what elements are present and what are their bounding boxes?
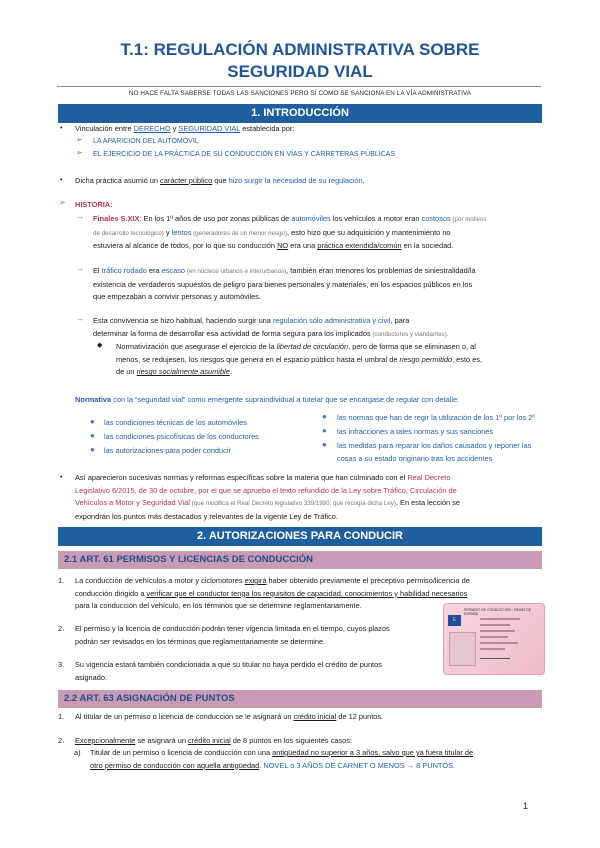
intro-paragraph-2: Dicha práctica asumió un carácter público que hizo surgir la necesidad de su regulación. (75, 176, 365, 185)
normativa-left-3: las autorizaciones para poder conducir (104, 446, 231, 455)
historia-detail: Normativización que asegurase el ejercicio de la libertad de circulación, pero de forma que se eliminasen o, al menos, se redujesen, los riesgos que genera en el espacio público hasta el umbral de riesgo permitido, esto es, de un riesgo socialmente asumible. (116, 342, 483, 377)
art61-number-3: 3. (58, 660, 65, 669)
bullet: • (60, 177, 63, 184)
document-title-line1: T.1: REGULACIÓN ADMINISTRATIVA SOBRE (120, 40, 480, 59)
bullet: • (60, 125, 63, 132)
bullet: ● (90, 431, 95, 440)
license-photo (449, 632, 476, 666)
license-text-line (480, 648, 505, 650)
license-text-line (480, 630, 515, 632)
license-text-line (480, 624, 510, 626)
historia-heading: HISTORIA: (75, 200, 113, 209)
arrow-icon: ➢ (59, 198, 66, 207)
historia-paragraph-1: Finales S.XIX: En los 1º años de uso por zonas públicas de automóviles los vehículos a motor eran costosos (por motivos de desarrollo tecnológico) y lentos (generadores de un menor riesgo), esto hizo que su adquisición y mantenimiento no estuviera al alcance de todos, por lo que su conducción NO era una práctica extendida/común en la sociedad. (93, 214, 487, 251)
license-text-line (480, 636, 508, 638)
arrow-icon: ➢ (76, 135, 83, 144)
arrow-right-icon: → (76, 264, 84, 273)
section-introduccion: 1. INTRODUCCIÓN (58, 104, 542, 123)
section-autorizaciones: 2. AUTORIZACIONES PARA CONDUCIR (58, 527, 542, 546)
bullet: ● (90, 445, 95, 454)
arrow-right-icon: → (76, 314, 84, 323)
art63-item-1: Al titular de un permiso o licencia de conducción se le asignará un crédito inicial de 12 puntos. (75, 712, 384, 721)
art61-number-2: 2. (58, 624, 65, 633)
intro-paragraph-1: Vinculación entre DERECHO y SEGURIDAD VIAL establecida por: (75, 124, 295, 133)
license-text-line (480, 618, 520, 620)
historia-paragraph-2: El tráfico rodado era escaso (en núcleos urbanos e interurbanos), también eran menores los problemas de siniestralidad/la existencia de verdaderos supuestos de peligro para bienes personales y materiales, en los espacios públicos en los que empezaban a convivir personas y automóviles. (93, 266, 476, 302)
document-title-line2: SEGURIDAD VIAL (227, 62, 373, 81)
arrow-right-icon: → (76, 212, 84, 221)
subsection-art63: 2.2 ART. 63 ASIGNACIÓN DE PUNTOS (58, 690, 542, 708)
driving-license-image (443, 603, 545, 675)
normativa-right-1: las normas que han de regir la utilización de los 1º por los 2º (337, 413, 536, 422)
art61-number-1: 1. (58, 576, 65, 585)
normativa-heading: Normativa con la “seguridad vial” como emergente supraindividual a tutelar que se encargase de regular con detalle: (75, 395, 460, 404)
subsection-art61: 2.1 ART. 61 PERMISOS Y LICENCIAS DE CONDUCCIÓN (58, 551, 542, 569)
historia-paragraph-3: Esta convivencia se hizo habitual, haciendo surgir una regulación sólo administrativa y civil, para determinar la forma de desarrollar esa actividad de forma segura para los implicados (conductores y viandantes). (93, 316, 449, 338)
bullet: ● (322, 426, 327, 435)
normativa-left-1: las condiciones técnicas de los automóviles (104, 418, 247, 427)
normativa-right-3: las medidas para reparar los daños causados y reponer las cosas a su estado originario tras los accidentes (337, 441, 532, 463)
art63-item-2: Excepcionalmente se asignará un crédito inicial de 8 puntos en los siguientes casos: (75, 736, 352, 745)
normativa-left-2: las condiciones psicofísicas de los conductores (104, 432, 259, 441)
bullet: ● (90, 417, 95, 426)
art61-item-2: El permiso y la licencia de conducción podrán tener vigencia limitada en el tiempo, cuyos plazos podrán ser revisados en los términos que reglamentariamente se determine. (75, 624, 390, 646)
exam-note: NO HACE FALTA SABERSE TODAS LAS SANCIONES PERO SÍ COMO SE SANCIONA EN LA VÍA ADMINISTRATIVA (128, 90, 472, 97)
art63-item-a: Titular de un permiso o licencia de conducción con una antigüedad no superior a 3 años, salvo que ya fuera titular de otro permiso de conducción con aquella antigüedad. NOVEL o 3 AÑOS DE CARNET O MENOS → 8 PUNTOS. (90, 748, 474, 770)
title-divider (57, 86, 541, 87)
art61-item-1: La conducción de vehículos a motor y ciclomotores exigirá haber obtenido previamente el preceptivo permiso/licencia de conducción dirigido a verificar que el conductor tenga los requisitos de capacidad, conocimientos y habilidad necesarios para la conducción del vehículo, en los términos que se determine reglamentariamente. (75, 576, 470, 611)
intro-item-2: EL EJERCICIO DE LA PRÁCTICA DE SU CONDUCCIÓN EN VÍAS Y CARRETERAS PÚBLICAS (93, 151, 396, 158)
bullet: ● (322, 440, 327, 449)
art63-letter-a: a) (74, 748, 81, 757)
art63-number-1: 1. (58, 712, 65, 721)
bullet: ● (322, 412, 327, 421)
real-decreto-paragraph: Así aparecieron sucesivas normas y reformas específicas sobre la materia que han culminado con el Real Decreto Legislativo 6/2015, de 30 de octubre, por el que se aprueba el texto refundido de la Ley sobre Tráfico, Circulación de Vehículos a Motor y Seguridad Vial (que modifica el Real Decreto legislativo 339/1990, que recogía dicha Ley). En esta lección se expondrán los puntos más destacados y relevantes de la vigente Ley de Tráfico. (75, 473, 461, 521)
intro-item-1: LA APARICIÓN DEL AUTOMÓVIL (93, 138, 199, 145)
normativa-right-2: las infracciones a tales normas y sus sanciones (337, 427, 494, 436)
diamond-bullet-icon: ◆ (97, 342, 103, 349)
bullet: • (60, 474, 63, 481)
eu-flag-icon: E (448, 615, 461, 626)
license-header: PERMISO DE CONDUCCIÓN · REINO DE ESPAÑA (464, 608, 532, 616)
art61-item-3: Su vigencia estará también condicionada a que su titular no haya perdido el crédito de puntos asignado. (75, 660, 382, 682)
license-signature (480, 658, 510, 659)
art63-number-2: 2. (58, 736, 65, 745)
page-number: 1 (523, 801, 529, 811)
license-text-line (480, 642, 518, 644)
arrow-icon: ➢ (76, 148, 83, 157)
